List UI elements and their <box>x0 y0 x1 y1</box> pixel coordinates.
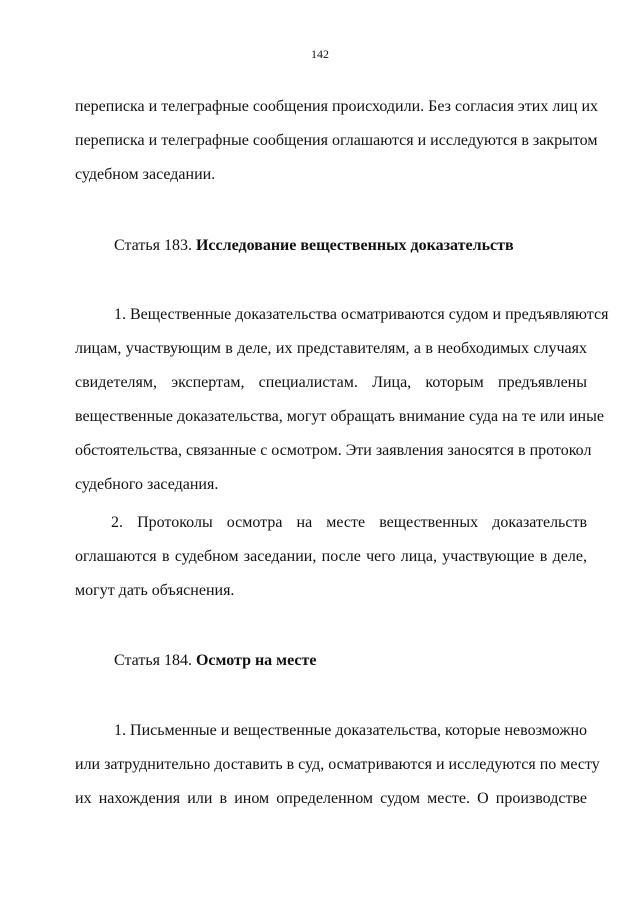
article-184-title: Осмотр на месте <box>195 652 317 669</box>
text-line: лицам, участвующим в деле, их представителям, а в необходимых случаях <box>75 340 587 357</box>
text-line: оглашаются в судебном заседании, после чего лица, участвующие в деле, <box>75 548 587 565</box>
text-line: могут дать объяснения. <box>75 582 235 599</box>
text-line: или затруднительно доставить в суд, осматриваются и исследуются по месту <box>75 756 600 773</box>
text-line: 2. Протоколы осмотра на месте вещественных доказательств <box>111 514 587 531</box>
text-line: судебного заседания. <box>75 476 219 493</box>
article-184-heading <box>114 651 316 671</box>
text-line: свидетелям, экспертам, специалистам. Лица, которым предъявлены <box>75 374 587 391</box>
text-line: переписка и телеграфные сообщения происходили. Без согласия этих лиц их <box>75 98 599 115</box>
text-line: судебном заседании. <box>75 166 216 183</box>
article-183-number: Статья 183. <box>114 237 192 254</box>
text-line: вещественные доказательства, могут обращать внимание суда на те или иные <box>75 408 604 425</box>
article-184-number: Статья 184. <box>114 652 192 669</box>
article-183-heading <box>114 236 514 256</box>
text-line: 1. Вещественные доказательства осматриваются судом и предъявляются <box>114 306 609 323</box>
text-line: их нахождения или в ином определенном судом месте. О производстве <box>75 790 587 807</box>
page-number: 142 <box>311 47 329 61</box>
text-line: обстоятельства, связанные с осмотром. Эти заявления заносятся в протокол <box>75 442 592 459</box>
text-line: 1. Письменные и вещественные доказательства, которые невозможно <box>114 722 587 739</box>
text-line: переписка и телеграфные сообщения оглашаются и исследуются в закрытом <box>75 132 598 149</box>
article-183-title: Исследование вещественных доказательств <box>195 237 514 254</box>
